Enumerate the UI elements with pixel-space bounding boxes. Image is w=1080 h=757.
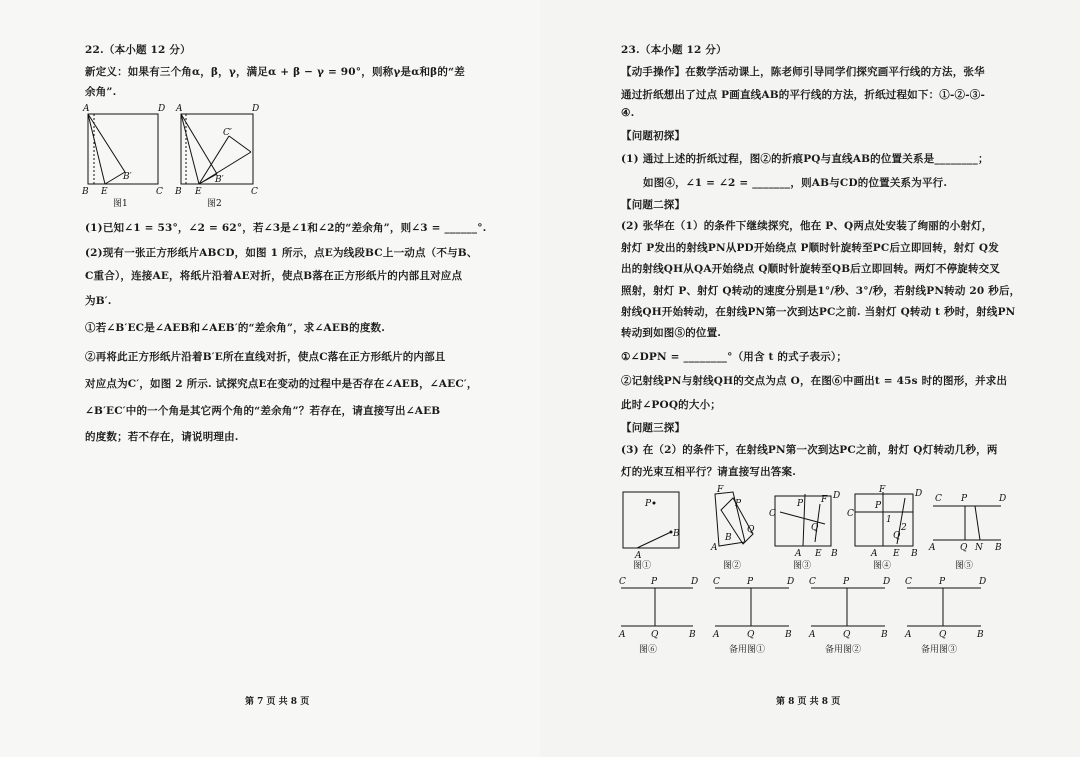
fig5-a: A [929,543,936,553]
fig4-2: 2 [901,523,907,533]
bk3-d: D [979,577,987,587]
fig5-p: P [961,494,968,504]
caption-backup-3: 备用图③ [921,645,958,655]
fig2-label-cprime: C′ [223,128,232,138]
fig1-label-bprime: B′ [123,172,132,182]
fig-6 [618,577,698,655]
fig3-q: Q [811,523,819,533]
backup-fig-1 [712,577,794,655]
fig2-f: F [717,485,724,495]
fig4-a: A [871,549,878,559]
fig-1 [623,492,680,571]
definition-line-2: 余角”. [85,86,117,98]
fig5-q: Q [960,543,968,553]
fig1-label-e: E [101,187,108,197]
fig1-label-d: D [158,104,166,114]
fig6-q: Q [651,630,659,640]
bk2-d: D [883,577,891,587]
fig5-c: C [935,494,942,504]
backup-fig-3 [904,577,986,655]
bk3-q: Q [939,630,947,640]
fig-2 [710,485,755,571]
fig3-p: P [797,499,804,509]
second-line-5: 射线QH开始转动，在射线PN第一次到达PC之前. 当射灯 Q转动 t 秒时，射线PN [621,306,1016,318]
part-2-line-3: 为B′. [85,295,112,307]
fig2-label-e: E [195,187,202,197]
part-2-q1: ①若∠B′EC是∠AEB和∠AEB′的“差余角”，求∠AEB的度数. [85,322,386,334]
fig4-b: B [911,549,918,559]
caption-fig-2: 图② [723,561,742,571]
fig1-p: P [645,499,652,509]
bk2-b: B [881,630,888,640]
fig3-c: C [769,509,776,519]
second-q2-line-1: ②记射线PN与射线QH的交点为点 O，在图⑥中画出t = 45s 时的图形，并求出 [621,375,1008,387]
right-footer: 第 8 页 共 8 页 [776,697,841,707]
operation-line-1: 【动手操作】在数学活动课上，陈老师引导同学们探究画平行线的方法，张华 [621,66,985,78]
bk1-a: A [713,630,720,640]
fig6-c: C [619,577,626,587]
bk1-p: P [747,577,754,587]
backup-fig-2 [808,577,890,655]
third-line-1: (3) 在（2）的条件下，在射线PN第一次到达PC之前，射灯 Q灯转动几秒，两 [621,444,998,456]
figure-1 [80,102,170,210]
operation-line-3: ④. [621,107,635,119]
fig2-q: Q [747,525,755,535]
fig4-c: C [847,509,854,519]
fig3-e: E [815,549,822,559]
fig-3 [769,491,840,571]
part-2-q2-line-4: 的度数；若不存在，请说明理由. [85,431,239,443]
fig2-b: B [725,533,732,543]
caption-backup-1: 备用图① [729,645,766,655]
caption-fig-3: 图③ [793,561,812,571]
bk1-c: C [713,577,720,587]
bk1-d: D [787,577,795,587]
figure-row-2 [615,574,1010,660]
fig2-label-b: B [175,187,182,197]
fig-4 [847,485,922,571]
figure-2-caption: 图2 [207,199,222,209]
caption-fig-4: 图④ [873,561,892,571]
fig1-a: A [635,551,642,561]
part-1: (1)已知∠1 = 53°，∠2 = 62°，若∠3是∠1和∠2的“差余角”，则∠3 = ______°. [85,222,487,234]
fig2-label-bprime: B′ [215,175,224,185]
bk3-c: C [905,577,912,587]
fig2-label-d: D [252,104,260,114]
fig1-label-b: B [82,187,89,197]
fig5-b: B [995,543,1002,553]
fig4-q: Q [893,531,901,541]
prelim-q2: 如图④，∠1 = ∠2 = _______，则AB与CD的位置关系为平行. [643,177,948,189]
fig3-b: B [831,549,838,559]
fig2-label-a: A [176,104,183,114]
part-2-line-1: (2)现有一张正方形纸片ABCD，如图 1 所示，点E为线段BC上一动点（不与B、 [85,247,478,259]
prelim-q1: (1) 通过上述的折纸过程，图②的折痕PQ与直线AB的位置关系是________； [621,153,989,165]
third-header: 【问题三探】 [621,422,686,434]
fig4-d: D [915,489,923,499]
fig6-p: P [651,577,658,587]
bk3-b: B [977,630,984,640]
part-2-line-2: C重合），连接AE，将纸片沿着AE对折，使点B落在正方形纸片的内部且对应点 [85,270,463,282]
bk2-q: Q [843,630,851,640]
second-q2-line-2: 此时∠POQ的大小； [621,399,721,411]
q23-header: 23.（本小题 12 分） [621,44,727,56]
fig5-d: D [999,494,1007,504]
second-line-4: 照射，射灯 P、射灯 Q转动的速度分别是1°/秒、3°/秒，若射线PN转动 20 秒后， [621,285,1021,297]
third-line-2: 灯的光束互相平行？请直接写出答案. [621,466,797,478]
bk2-a: A [809,630,816,640]
q22-header: 22.（本小题 12 分） [85,44,191,56]
bk1-b: B [785,630,792,640]
part-2-q2-line-1: ②再将此正方形纸片沿着B′E所在直线对折，使点C落在正方形纸片的内部且 [85,351,446,363]
bk1-q: Q [747,630,755,640]
second-line-1: (2) 张华在（1）的条件下继续探究，他在 P、Q两点处安装了绚丽的小射灯， [621,220,993,232]
definition-line-1: 新定义：如果有三个角α，β，γ，满足α + β − γ = 90°，则称γ是α和β的“差 [85,66,465,78]
fig1-b: B [673,529,680,539]
prelim-header: 【问题初探】 [621,130,686,142]
fig4-f: F [879,485,886,495]
figure-row-1 [615,484,1010,574]
fig2-p: P [735,499,742,509]
bk3-a: A [905,630,912,640]
fig4-e: E [893,549,900,559]
second-line-2: 射灯 P发出的射线PN从PD开始绕点 P顺时针旋转至PC后立即回转，射灯 Q发 [621,242,999,254]
fig3-d: D [833,491,841,501]
part-2-q2-line-3: ∠B′EC′中的一个角是其它两个角的“差余角”？若存在，请直接写出∠AEB [85,405,441,417]
fig3-f: F [821,495,828,505]
caption-fig-5: 图⑤ [955,561,974,571]
fig4-p: P [875,501,882,511]
figure-1-caption: 图1 [113,199,128,209]
right-page [540,0,1080,757]
second-line-3: 出的射线QH从QA开始绕点 Q顺时针旋转至QB后立即回转。两灯不停旋转交叉 [621,263,1001,275]
caption-fig-6: 图⑥ [639,645,658,655]
figure-2 [173,102,265,210]
bk3-p: P [939,577,946,587]
fig-5 [928,494,1006,571]
caption-backup-2: 备用图② [825,645,862,655]
fig2-a: A [711,543,718,553]
bk2-c: C [809,577,816,587]
fig3-a: A [795,549,802,559]
left-footer: 第 7 页 共 8 页 [245,697,310,707]
fig5-n: N [975,543,983,553]
operation-line-2: 通过折纸想出了过点 P画直线AB的平行线的方法，折纸过程如下：①-②-③- [621,89,986,101]
fig2-label-c: C [251,187,258,197]
caption-fig-1: 图① [633,561,652,571]
fig6-a: A [619,630,626,640]
part-2-q2-line-2: 对应点为C′，如图 2 所示. 试探究点E在变动的过程中是否存在∠AEB，∠AEC′， [85,378,478,390]
bk2-p: P [843,577,850,587]
second-q1: ①∠DPN = ________°（用含 t 的式子表示）； [621,351,848,363]
fig4-1: 1 [886,515,892,525]
second-header: 【问题二探】 [621,199,686,211]
fig6-d: D [691,577,699,587]
fig1-label-c: C [156,187,163,197]
fig1-label-a: A [83,104,90,114]
second-line-6: 转动到如图⑤的位置. [621,327,722,339]
fig6-b: B [689,630,696,640]
